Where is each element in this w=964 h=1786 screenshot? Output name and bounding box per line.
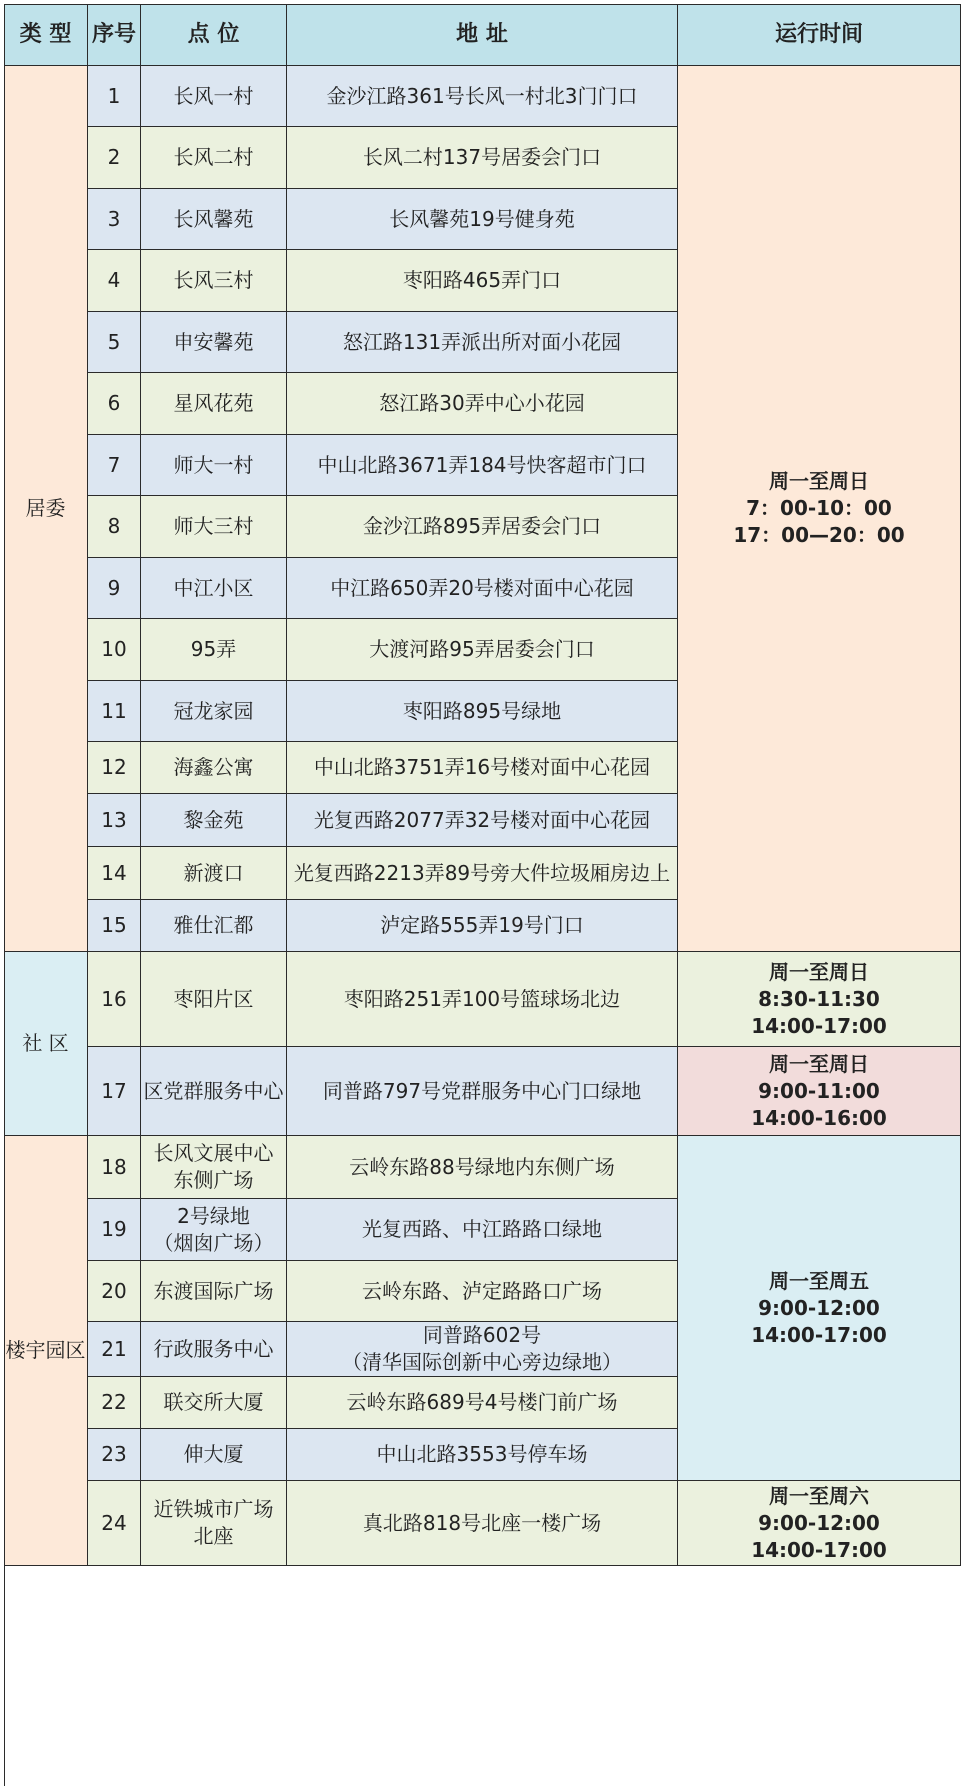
schedule-table: [4, 4, 961, 1786]
cell-seq: 11: [88, 681, 141, 742]
cell-seq: 21: [88, 1322, 141, 1377]
cell-seq: 13: [88, 794, 141, 847]
cell-seq: 22: [88, 1377, 141, 1429]
cell-address: 光复西路2077弄32号楼对面中心花园: [287, 794, 678, 847]
cell-seq: 7: [88, 435, 141, 496]
time-cell-louyu-sat: 周一至周六 9:00-12:00 14:00-17:00: [678, 1481, 961, 1566]
time-cell-juwei: 周一至周日 7：00-10：00 17：00—20：00: [678, 66, 961, 952]
cell-point: 申安馨苑: [141, 312, 287, 373]
cell-seq: 6: [88, 373, 141, 435]
cell-seq: 9: [88, 558, 141, 619]
cell-point: 冠龙家园: [141, 681, 287, 742]
cell-address: 金沙江路361号长风一村北3门门口: [287, 66, 678, 127]
time-cell-louyu-weekday: 周一至周五 9:00-12:00 14:00-17:00: [678, 1136, 961, 1481]
cell-point: 2号绿地 （烟囱广场）: [141, 1199, 287, 1261]
cell-point: 新渡口: [141, 847, 287, 900]
type-cell-shequ: 社 区: [4, 952, 88, 1136]
cell-address: 长风馨苑19号健身苑: [287, 189, 678, 250]
cell-seq: 20: [88, 1261, 141, 1322]
cell-address: 光复西路2213弄89号旁大件垃圾厢房边上: [287, 847, 678, 900]
cell-point: 星风花苑: [141, 373, 287, 435]
cell-seq: 14: [88, 847, 141, 900]
cell-address: 光复西路、中江路路口绿地: [287, 1199, 678, 1261]
cell-point: 师大三村: [141, 496, 287, 558]
header-time: 运行时间: [678, 4, 961, 66]
time-cell-shequ-17: 周一至周日 9:00-11:00 14:00-16:00: [678, 1047, 961, 1136]
type-cell-louyu: 楼宇园区: [4, 1136, 88, 1566]
cell-seq: 23: [88, 1429, 141, 1481]
cell-address: 云岭东路88号绿地内东侧广场: [287, 1136, 678, 1199]
cell-address: 中山北路3751弄16号楼对面中心花园: [287, 742, 678, 794]
cell-address: 枣阳路895号绿地: [287, 681, 678, 742]
cell-address: 金沙江路895弄居委会门口: [287, 496, 678, 558]
header-seq: 序号: [88, 4, 141, 66]
cell-point: 枣阳片区: [141, 952, 287, 1047]
cell-address: 怒江路30弄中心小花园: [287, 373, 678, 435]
header-point: 点 位: [141, 4, 287, 66]
cell-address: 长风二村137号居委会门口: [287, 127, 678, 189]
cell-seq: 16: [88, 952, 141, 1047]
header-address: 地 址: [287, 4, 678, 66]
cell-point: 东渡国际广场: [141, 1261, 287, 1322]
cell-point: 中江小区: [141, 558, 287, 619]
cell-seq: 12: [88, 742, 141, 794]
cell-seq: 4: [88, 250, 141, 312]
header-type: 类 型: [4, 4, 88, 66]
cell-address: 中山北路3671弄184号快客超市门口: [287, 435, 678, 496]
cell-point: 长风一村: [141, 66, 287, 127]
cell-point: 长风二村: [141, 127, 287, 189]
cell-point: 长风三村: [141, 250, 287, 312]
cell-point: 联交所大厦: [141, 1377, 287, 1429]
cell-point: 长风文展中心 东侧广场: [141, 1136, 287, 1199]
cell-address: 同普路602号 （清华国际创新中心旁边绿地）: [287, 1322, 678, 1377]
cell-point: 区党群服务中心: [141, 1047, 287, 1136]
cell-point: 95弄: [141, 619, 287, 681]
cell-address: 中江路650弄20号楼对面中心花园: [287, 558, 678, 619]
cell-seq: 17: [88, 1047, 141, 1136]
cell-point: 黎金苑: [141, 794, 287, 847]
cell-address: 云岭东路689号4号楼门前广场: [287, 1377, 678, 1429]
cell-point: 长风馨苑: [141, 189, 287, 250]
cell-address: 中山北路3553号停车场: [287, 1429, 678, 1481]
cell-address: 真北路818号北座一楼广场: [287, 1481, 678, 1566]
time-cell-shequ-16: 周一至周日 8:30-11:30 14:00-17:00: [678, 952, 961, 1047]
cell-seq: 10: [88, 619, 141, 681]
cell-seq: 15: [88, 900, 141, 952]
cell-seq: 24: [88, 1481, 141, 1566]
cell-address: 枣阳路465弄门口: [287, 250, 678, 312]
cell-address: 泸定路555弄19号门口: [287, 900, 678, 952]
cell-point: 海鑫公寓: [141, 742, 287, 794]
cell-address: 云岭东路、泸定路路口广场: [287, 1261, 678, 1322]
type-cell-juwei: 居委: [4, 66, 88, 952]
cell-point: 伸大厦: [141, 1429, 287, 1481]
cell-point: 行政服务中心: [141, 1322, 287, 1377]
cell-point: 师大一村: [141, 435, 287, 496]
cell-address: 同普路797号党群服务中心门口绿地: [287, 1047, 678, 1136]
cell-seq: 1: [88, 66, 141, 127]
cell-point: 近铁城市广场 北座: [141, 1481, 287, 1566]
cell-seq: 18: [88, 1136, 141, 1199]
cell-address: 大渡河路95弄居委会门口: [287, 619, 678, 681]
cell-point: 雅仕汇都: [141, 900, 287, 952]
cell-address: 怒江路131弄派出所对面小花园: [287, 312, 678, 373]
cell-seq: 5: [88, 312, 141, 373]
cell-seq: 3: [88, 189, 141, 250]
cell-seq: 19: [88, 1199, 141, 1261]
cell-address: 枣阳路251弄100号篮球场北边: [287, 952, 678, 1047]
cell-seq: 8: [88, 496, 141, 558]
cell-seq: 2: [88, 127, 141, 189]
